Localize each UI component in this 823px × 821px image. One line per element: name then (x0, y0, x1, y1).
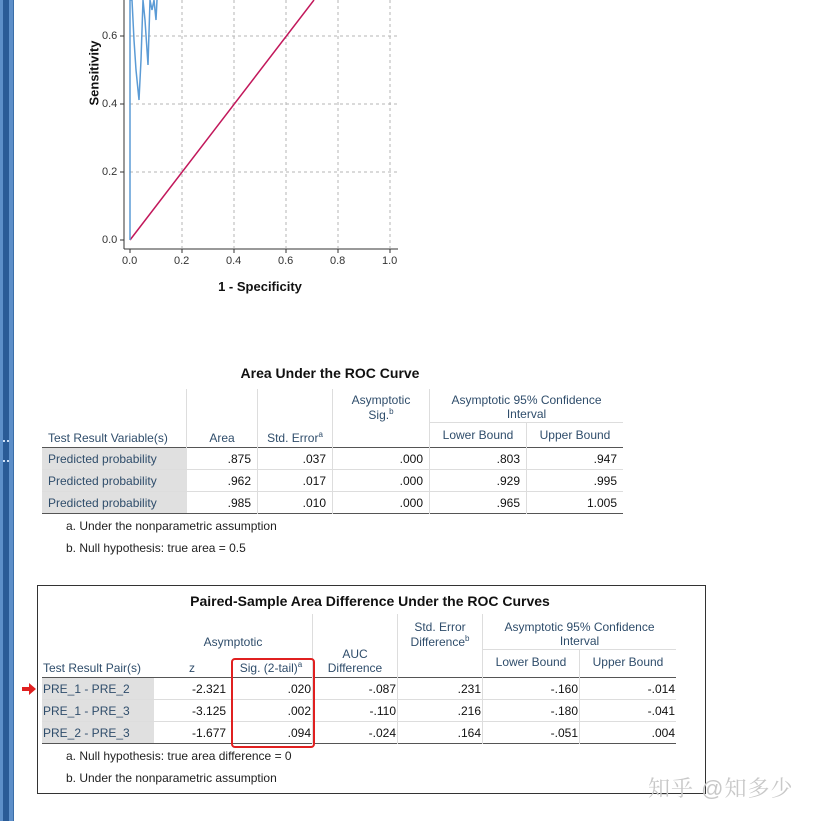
col-header-sig: Asymptotic Sig.$^b$ (333, 389, 430, 448)
col-header-asymptotic: Asymptotic z Sig. (2-tail)$^a$ (154, 614, 313, 678)
cell-area: .962 (187, 470, 258, 492)
cell-auc: -.087 (313, 678, 398, 700)
col-header-auc: AUC Difference (313, 614, 398, 678)
cell-sig: .020 (227, 678, 312, 700)
col-header-variable: Test Result Variable(s) (42, 389, 187, 448)
col-header-ci: Asymptotic 95% Confidence Interval Lower Bound Upper Bound (430, 389, 624, 448)
col-header-upper: Upper Bound (592, 655, 664, 669)
footnote: b. Null hypothesis: true area = 0.5 (66, 541, 246, 555)
col-header-upper: Upper Bound (539, 428, 611, 442)
row-label[interactable]: PRE_1 - PRE_2 (42, 678, 154, 700)
x-tick-label: 0.0 (122, 255, 138, 267)
y-tick-label: 0.6 (102, 30, 118, 42)
selected-row-arrow-icon (22, 683, 36, 695)
paired-table (42, 614, 676, 744)
row-label[interactable]: Predicted probability (42, 448, 187, 470)
area-table (42, 389, 623, 514)
roc-plot-svg (0, 0, 420, 300)
col-header-se: Std. Error Difference$^b$ (398, 614, 483, 678)
x-tick-label: 0.6 (278, 255, 294, 267)
col-header-sig2: Sig. (2-tail)$^a$ (239, 660, 303, 675)
grid-lines (130, 0, 398, 248)
row-label[interactable]: PRE_1 - PRE_3 (42, 700, 154, 722)
cell-sig: .000 (333, 492, 430, 514)
col-header-z: z (189, 661, 195, 675)
col-header-std-error: Std. Error$^a$ (258, 389, 333, 448)
cell-z: -3.125 (192, 703, 227, 718)
col-header-area: Area (187, 389, 258, 448)
cell-lower: .929 (430, 470, 527, 492)
cell-upper: -.014 (647, 681, 675, 696)
cell-upper: .947 (593, 451, 617, 466)
paired-table-title: Paired-Sample Area Difference Under the ROC Curves (190, 593, 550, 609)
cell-auc: -.110 (313, 700, 398, 722)
col-header-pair: Test Result Pair(s) (43, 661, 142, 675)
cell-area: .985 (187, 492, 258, 514)
cell-lower: .803 (430, 448, 527, 470)
y-axis-title: Sensitivity (86, 40, 102, 106)
y-tick-label: 0.0 (102, 234, 118, 246)
cell-lower: .965 (430, 492, 527, 514)
cell-upper: .004 (651, 725, 675, 740)
cell-se: .231 (398, 678, 483, 700)
x-axis-title: 1 - Specificity (218, 279, 302, 294)
cell-lower: -.180 (483, 700, 580, 722)
y-tick-label: 0.4 (102, 98, 118, 110)
row-label[interactable]: Predicted probability (42, 470, 187, 492)
cell-lower: -.160 (483, 678, 580, 700)
sig-column-highlight (231, 658, 315, 748)
cell-z: -2.321 (192, 681, 227, 696)
cell-upper: 1.005 (586, 495, 617, 510)
footnote: a. Under the nonparametric assumption (66, 519, 277, 533)
cell-sig: .002 (227, 700, 312, 722)
col-header-ci: Asymptotic 95% Confidence Interval Lower Bound Upper Bound (483, 614, 677, 678)
cell-se: .216 (398, 700, 483, 722)
cell-se: .164 (398, 722, 483, 744)
cell-se: .037 (258, 448, 333, 470)
cell-z: -1.677 (192, 725, 227, 740)
col-header-lower: Lower Bound (430, 423, 527, 447)
footnote: a. Null hypothesis: true area difference = 0 (66, 749, 292, 763)
cell-se: .010 (258, 492, 333, 514)
splitter-grip[interactable] (3, 440, 9, 462)
cell-lower: -.051 (483, 722, 580, 744)
cell-auc: -.024 (313, 722, 398, 744)
footnote: b. Under the nonparametric assumption (66, 771, 277, 785)
cell-upper: .995 (593, 473, 617, 488)
row-label[interactable]: Predicted probability (42, 492, 187, 514)
row-label[interactable]: PRE_2 - PRE_3 (42, 722, 154, 744)
cell-sig: .000 (333, 448, 430, 470)
col-header-lower: Lower Bound (483, 650, 580, 677)
x-tick-label: 0.2 (174, 255, 190, 267)
cell-upper: -.041 (647, 703, 675, 718)
cell-se: .017 (258, 470, 333, 492)
x-tick-label: 0.8 (330, 255, 346, 267)
cell-sig: .094 (227, 722, 312, 744)
cell-sig: .000 (333, 470, 430, 492)
x-tick-label: 0.4 (226, 255, 242, 267)
y-tick-label: 0.2 (102, 166, 118, 178)
cell-area: .875 (187, 448, 258, 470)
watermark: 知乎 @知多少 (648, 776, 794, 801)
area-table-title: Area Under the ROC Curve (240, 365, 420, 381)
x-tick-label: 1.0 (382, 255, 398, 267)
